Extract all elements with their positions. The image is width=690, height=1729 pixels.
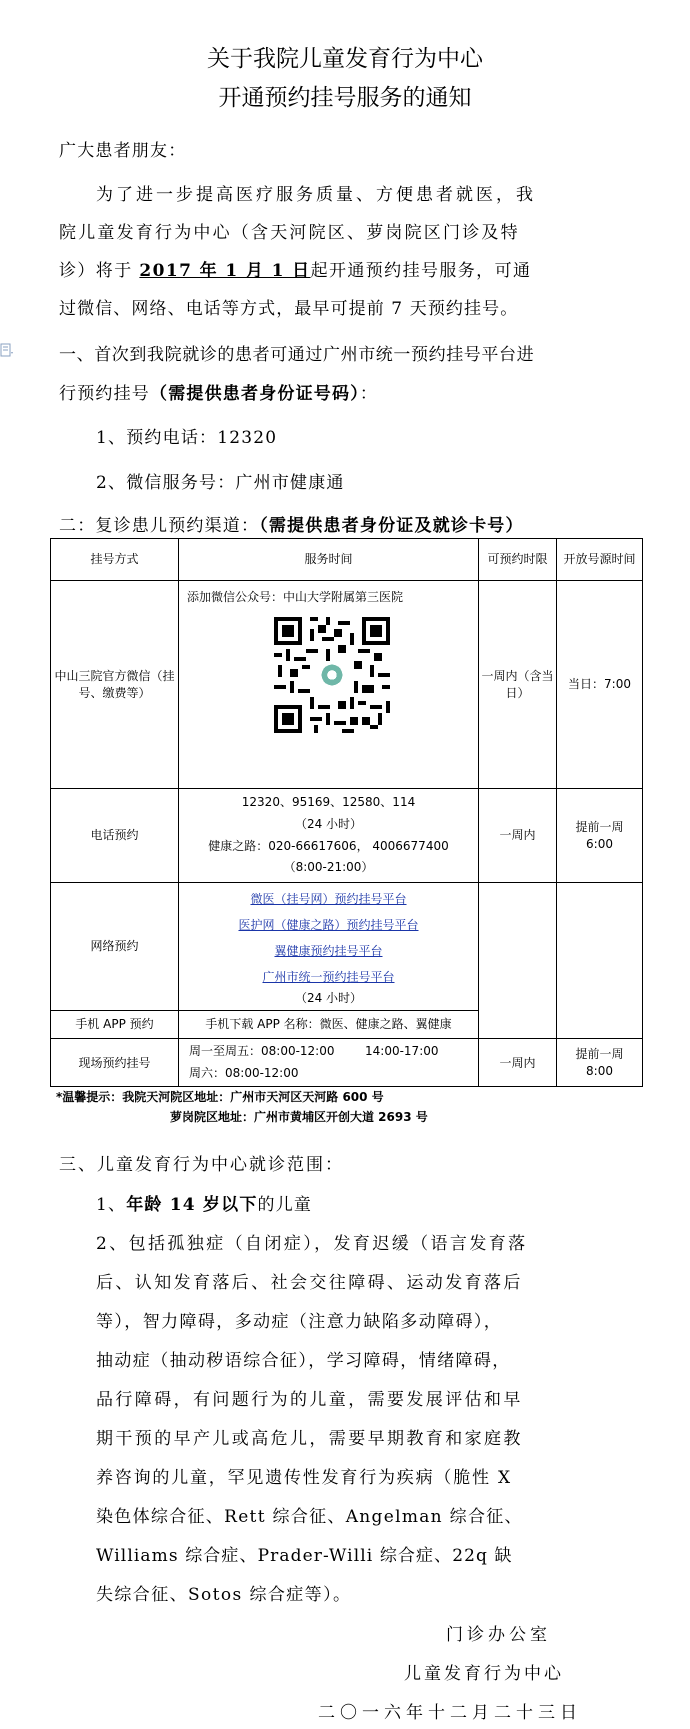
- section1-line-2-a: 行预约挂号: [59, 384, 150, 404]
- booking-table: [50, 538, 643, 1087]
- section3-heading: 三、儿童发育行为中心就诊范围：: [59, 1155, 344, 1175]
- section3-line-1: 后、认知发育落后、社会交往障碍、运动发育落后: [96, 1273, 523, 1293]
- table-row-onsite: [51, 1039, 643, 1087]
- section2-heading: [59, 511, 524, 536]
- wechat-account: 添加微信公众号：中山大学附属第三医院: [187, 590, 404, 604]
- section3-item-1: [96, 1190, 312, 1215]
- section3-line-6: 养咨询的儿童，罕见遗传性发育行为疾病（脆性 X: [96, 1468, 512, 1488]
- title-line-1: 关于我院儿童发育行为中心: [207, 46, 483, 72]
- onsite-open: [557, 1039, 643, 1087]
- web-link-yihu[interactable]: 医护网（健康之路）预约挂号平台: [238, 918, 419, 933]
- phone-limit: 一周内: [479, 789, 557, 883]
- web-hours: （24 小时）: [294, 991, 363, 1006]
- tip-line-1: *温馨提示：我院天河院区地址：广州市天河区天河路 600 号: [56, 1090, 384, 1104]
- signature-date: 二〇一六年十二月二十三日: [318, 1703, 582, 1723]
- section3-line-9: 失综合征、Sotos 综合症等）。: [96, 1585, 352, 1605]
- section2-heading-a: 二：复诊患儿预约渠道：: [59, 516, 260, 536]
- phone-jkzl: 健康之路：020-66617606， 4006677400: [208, 838, 449, 853]
- header-open-time: 开放号源时间: [557, 539, 643, 581]
- onsite-weekday-hours: 周一至周五：08:00-12:00 14:00-17:00: [189, 1044, 439, 1058]
- section1-line-2-c: ：: [359, 384, 379, 404]
- phone-service: [179, 789, 479, 883]
- section1-item-2: 2、微信服务号：广州市健康通: [96, 473, 345, 493]
- signature-center: 儿童发育行为中心: [404, 1664, 564, 1684]
- section3-line-7: 染色体综合征、Rett 综合征、Angelman 综合征、: [96, 1507, 523, 1527]
- web-link-yijiankang[interactable]: 翼健康预约挂号平台: [274, 944, 383, 959]
- intro-line-1: 为了进一步提高医疗服务质量、方便患者就医，我: [96, 185, 536, 205]
- header-limit: 可预约时限: [479, 539, 557, 581]
- document-icon: [0, 343, 14, 357]
- phone-hours: （24 小时）: [294, 816, 363, 831]
- onsite-service: [179, 1039, 479, 1087]
- wechat-method: 中山三院官方微信（挂号、缴费等）: [51, 581, 179, 789]
- app-service: 手机下载 APP 名称：微医、健康之路、翼健康: [179, 1011, 479, 1039]
- wechat-open: 当日：7:00: [557, 581, 643, 789]
- wechat-service: [179, 581, 479, 789]
- signature-office: 门诊办公室: [446, 1625, 551, 1645]
- section1-id-note: （需提供患者身份证号码）: [150, 384, 360, 404]
- header-method: 挂号方式: [51, 539, 179, 581]
- phone-numbers: 12320、95169、12580、114: [241, 795, 416, 810]
- table-row-wechat: [51, 581, 643, 789]
- phone-jkzl-hours: （8:00-21:00）: [283, 860, 374, 875]
- greeting: 广大患者朋友：: [59, 141, 187, 161]
- intro-line-2: 院儿童发育行为中心（含天河院区、萝岗院区门诊及特: [59, 223, 520, 243]
- section2-id-note: （需提供患者身份证及就诊卡号）: [259, 516, 524, 536]
- section3-line-5: 期干预的早产儿或高危儿，需要早期教育和家庭教: [96, 1429, 523, 1449]
- web-link-guangzhou[interactable]: 广州市统一预约挂号平台: [262, 970, 395, 985]
- phone-open: [557, 789, 643, 883]
- section1-item-1: 1、预约电话：12320: [96, 428, 278, 448]
- section3-line-3: 抽动症（抽动秽语综合征），学习障碍，情绪障碍，: [96, 1351, 511, 1371]
- intro-line-4: 过微信、网络、电话等方式，最早可提前 7 天预约挂号。: [59, 299, 519, 319]
- web-service: [179, 883, 479, 1011]
- section3-line-0: 2、包括孤独症（自闭症），发育迟缓（语言发育落: [96, 1234, 528, 1254]
- section3-line-8: Williams 综合症、Prader-Willi 综合症、22q 缺: [96, 1546, 513, 1566]
- section3-item-1-c: 的儿童: [257, 1195, 313, 1215]
- wechat-limit: 一周内（含当日）: [479, 581, 557, 789]
- phone-open-1: 提前一周: [575, 820, 624, 835]
- intro-line-3-a: 诊）将于: [59, 261, 140, 281]
- onsite-open-1: 提前一周: [575, 1047, 624, 1062]
- table-row-phone: [51, 789, 643, 883]
- section3-line-2: 等），智力障碍，多动症（注意力缺陷多动障碍），: [96, 1312, 503, 1332]
- section1-line-1: 一、首次到我院就诊的患者可通过广州市统一预约挂号平台进: [59, 345, 535, 365]
- table-row-web: [51, 883, 643, 1011]
- qr-code-image: [274, 617, 390, 733]
- title-line-2: 开通预约挂号服务的通知: [218, 85, 472, 111]
- phone-open-2: 6:00: [586, 836, 613, 851]
- web-app-open-empty: [557, 883, 643, 1039]
- web-method: 网络预约: [51, 883, 179, 1011]
- intro-line-3-b: 起开通预约挂号服务，可通: [310, 261, 532, 281]
- onsite-limit: 一周内: [479, 1039, 557, 1087]
- section3-line-4: 品行障碍，有问题行为的儿童，需要发展评估和早: [96, 1390, 523, 1410]
- web-app-limit-empty: [479, 883, 557, 1039]
- onsite-saturday-hours: 周六：08:00-12:00: [189, 1065, 299, 1080]
- onsite-method: 现场预约挂号: [51, 1039, 179, 1087]
- intro-line-3: [59, 256, 531, 281]
- section1-line-2: [59, 379, 378, 404]
- intro-date: 2017 年 1 月 1 日: [139, 261, 311, 281]
- web-link-weiyi[interactable]: 微医（挂号网）预约挂号平台: [250, 892, 407, 907]
- table-header-row: [51, 539, 643, 581]
- section3-item-1-a: 1、: [96, 1195, 127, 1215]
- onsite-open-2: 8:00: [586, 1063, 613, 1078]
- tip-line-2: 萝岗院区地址：广州市黄埔区开创大道 2693 号: [170, 1110, 428, 1124]
- phone-method: 电话预约: [51, 789, 179, 883]
- app-method: 手机 APP 预约: [51, 1011, 179, 1039]
- age-limit: 年龄 14 岁以下: [126, 1195, 258, 1215]
- header-service-time: 服务时间: [179, 539, 479, 581]
